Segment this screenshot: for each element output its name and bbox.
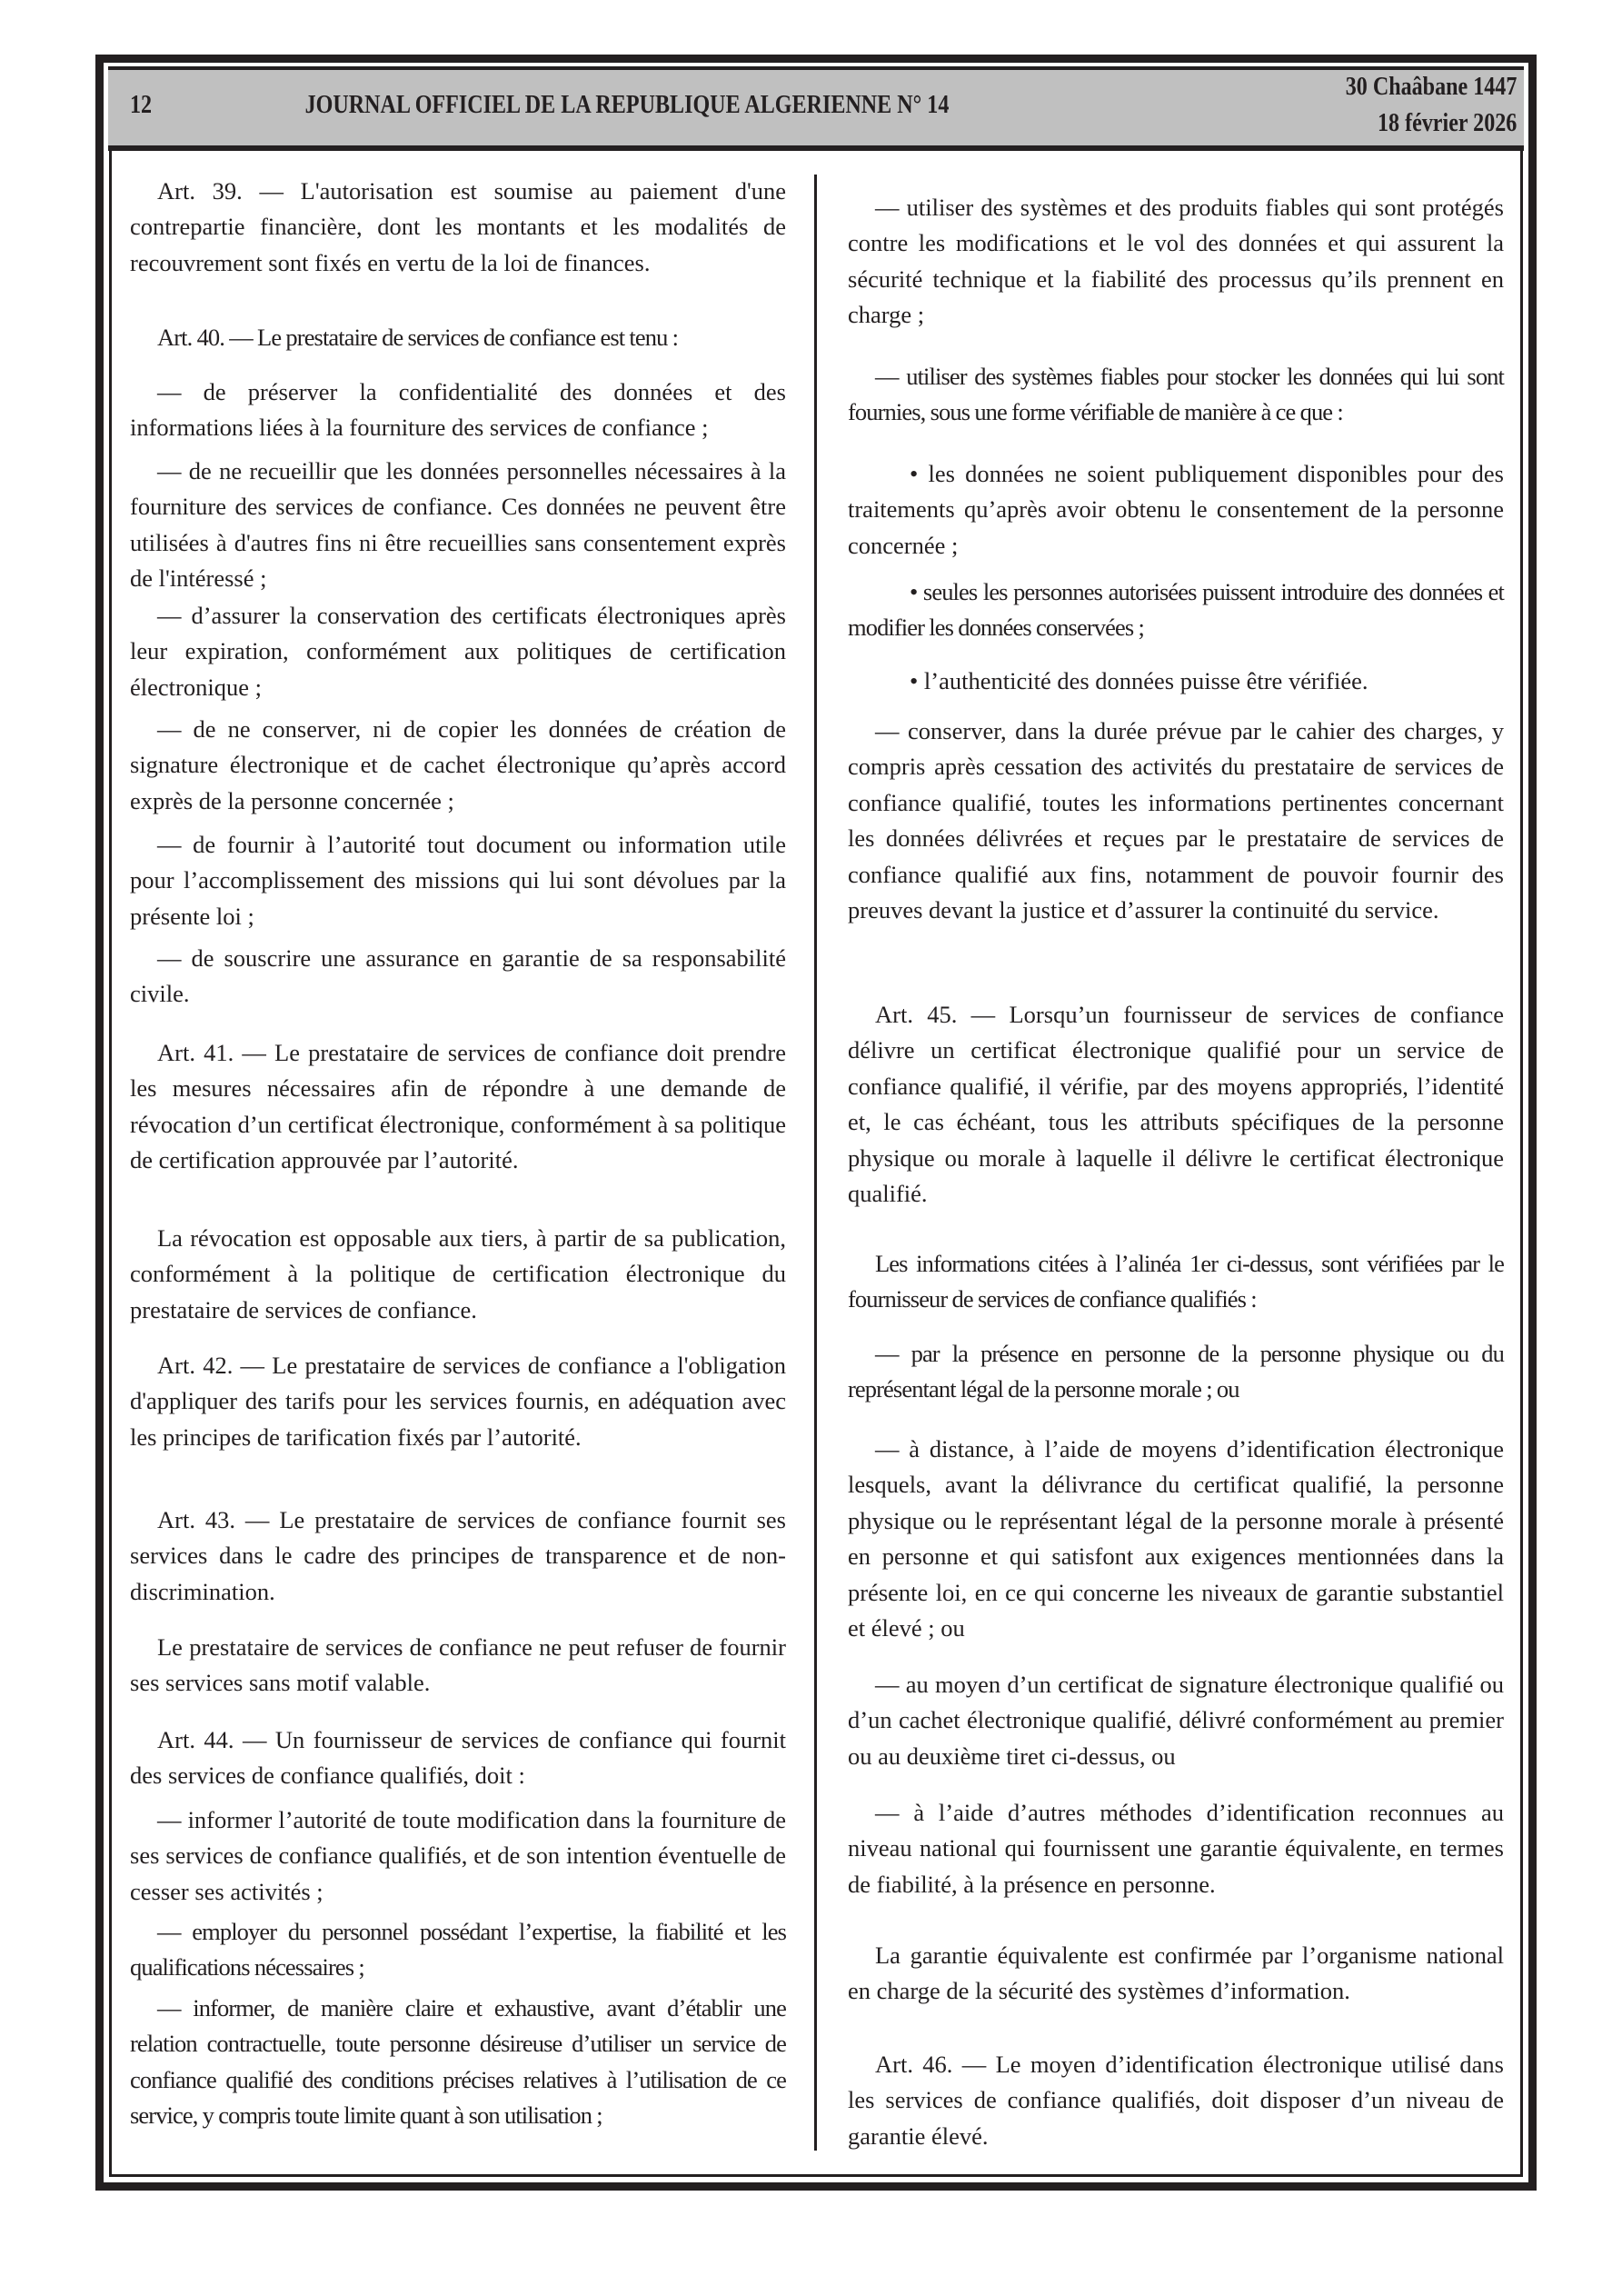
hijri-date: 30 Chaâbane 1447: [1345, 73, 1517, 101]
bullet-item: • seules les personnes autorisées puissent introduire des données et modifier les données conservées ;: [848, 578, 1504, 642]
list-item: — à distance, à l’aide de moyens d’identification électronique lesquels, avant la délivrance du certificat qualifié, la personne physique ou le représentant légal de la personne morale à présenté en personne et qui satisfont aux exigences mentionnées dans la présente loi, en ce qui concerne les niveaux de garantie substantiel et élevé ; ou: [848, 1435, 1504, 1642]
list-item: — de ne recueillir que les données personnelles nécessaires à la fourniture des services de confiance. Ces données ne peuvent être utilisées à d'autres fins ni être recueillies sans consentement exprès de l'intéressé ;: [130, 457, 786, 593]
page-number: 12: [130, 91, 153, 119]
list-item: — d’assurer la conservation des certificats électroniques après leur expiration, conformément aux politiques de certification électronique ;: [130, 602, 786, 701]
list-item: — de ne conserver, ni de copier les données de création de signature électronique et de cachet électronique qu’après accord exprès de la personne concernée ;: [130, 715, 786, 814]
article-39: Art. 39. — L'autorisation est soumise au paiement d'une contrepartie financière, dont les montants et les modalités de recouvrement sont fixés en vertu de la loi de finances.: [130, 177, 786, 276]
list-item: — de souscrire une assurance en garantie de sa responsabilité civile.: [130, 944, 786, 1008]
list-item: — conserver, dans la durée prévue par le cahier des charges, y compris après cessation des activités du prestataire de services de confiance qualifié, toutes les informations pertinentes concernant les données délivrées et reçues par le prestataire de services de confiance qualifié aux fins, notamment de pouvoir fournir des preuves devant la justice et d’assurer la continuité du service.: [848, 717, 1504, 924]
list-item: — informer l’autorité de toute modification dans la fourniture de ses services de confiance qualifiés, et de son intention éventuelle de cesser ses activités ;: [130, 1806, 786, 1905]
article-46: Art. 46. — Le moyen d’identification électronique utilisé dans les services de confiance qualifiés, doit disposer d’un niveau de garantie élevé.: [848, 2051, 1504, 2150]
article-43: Art. 43. — Le prestataire de services de confiance fournit ses services dans le cadre des principes de transparence et de non-discrimination.: [130, 1506, 786, 1605]
article-41: Art. 41. — Le prestataire de services de confiance doit prendre les mesures nécessaires afin de répondre à une demande de révocation d’un certificat électronique, conformément à sa politique de certification approuvée par l’autorité.: [130, 1039, 786, 1174]
bullet-item: • les données ne soient publiquement disponibles pour des traitements qu’après avoir obtenu le consentement de la personne concernée ;: [848, 460, 1504, 559]
journal-title: JOURNAL OFFICIEL DE LA REPUBLIQUE ALGERIENNE N° 14: [304, 91, 950, 119]
article-45: Art. 45. — Lorsqu’un fournisseur de services de confiance délivre un certificat électronique qualifié pour un service de confiance qualifié, il vérifie, par des moyens appropriés, l’identité et, le cas échéant, tous les attributs spécifiques de la personne physique ou morale à laquelle il délivre le certificat électronique qualifié.: [848, 1001, 1504, 1208]
article-42: Art. 42. — Le prestataire de services de confiance a l'obligation d'appliquer des tarifs pour les services fournis, en adéquation avec les principes de tarification fixés par l’autorité.: [130, 1352, 786, 1451]
paragraph: Les informations citées à l’alinéa 1er ci-dessus, sont vérifiées par le fournisseur de services de confiance qualifiés :: [848, 1250, 1504, 1313]
list-item: — de préserver la confidentialité des données et des informations liées à la fourniture des services de confiance ;: [130, 378, 786, 442]
paragraph: La garantie équivalente est confirmée par l’organisme national en charge de la sécurité des systèmes d’information.: [848, 1942, 1504, 2005]
list-item: — utiliser des systèmes et des produits fiables qui sont protégés contre les modifications et le vol des données et qui assurent la sécurité technique et la fiabilité des processus qu’ils prennent en charge ;: [848, 194, 1504, 329]
column-divider: [814, 175, 817, 2151]
list-item: — par la présence en personne de la personne physique ou du représentant légal de la personne morale ; ou: [848, 1340, 1504, 1403]
list-item: — de fournir à l’autorité tout document ou information utile pour l’accomplissement des missions qui lui sont dévolues par la présente loi ;: [130, 831, 786, 930]
list-item: — à l’aide d’autres méthodes d’identification reconnues au niveau national qui fournissent une garantie équivalente, en termes de fiabilité, à la présence en personne.: [848, 1799, 1504, 1898]
list-item: — informer, de manière claire et exhaustive, avant d’établir une relation contractuelle, toute personne désireuse d’utiliser un service de confiance qualifié des conditions précises relatives à l’utilisation de ce service, y compris toute limite quant à son utilisation ;: [130, 1994, 786, 2130]
gregorian-date: 18 février 2026: [1377, 109, 1517, 137]
paragraph: Le prestataire de services de confiance ne peut refuser de fournir ses services sans motif valable.: [130, 1633, 786, 1697]
bullet-item: • l’authenticité des données puisse être vérifiée.: [910, 667, 1368, 694]
list-item: — au moyen d’un certificat de signature électronique qualifié ou d’un cachet électronique qualifié, délivré conformément au premier ou au deuxième tiret ci-dessus, ou: [848, 1671, 1504, 1770]
list-item: — employer du personnel possédant l’expertise, la fiabilité et les qualifications nécessaires ;: [130, 1918, 786, 1982]
list-item: — utiliser des systèmes fiables pour stocker les données qui lui sont fournies, sous une forme vérifiable de manière à ce que :: [848, 363, 1504, 426]
article-40: Art. 40. — Le prestataire de services de confiance est tenu :: [157, 324, 679, 351]
article-44: Art. 44. — Un fournisseur de services de confiance qui fournit des services de confiance qualifiés, doit :: [130, 1726, 786, 1790]
paragraph: La révocation est opposable aux tiers, à partir de sa publication, conformément à la politique de certification électronique du prestataire de services de confiance.: [130, 1224, 786, 1323]
